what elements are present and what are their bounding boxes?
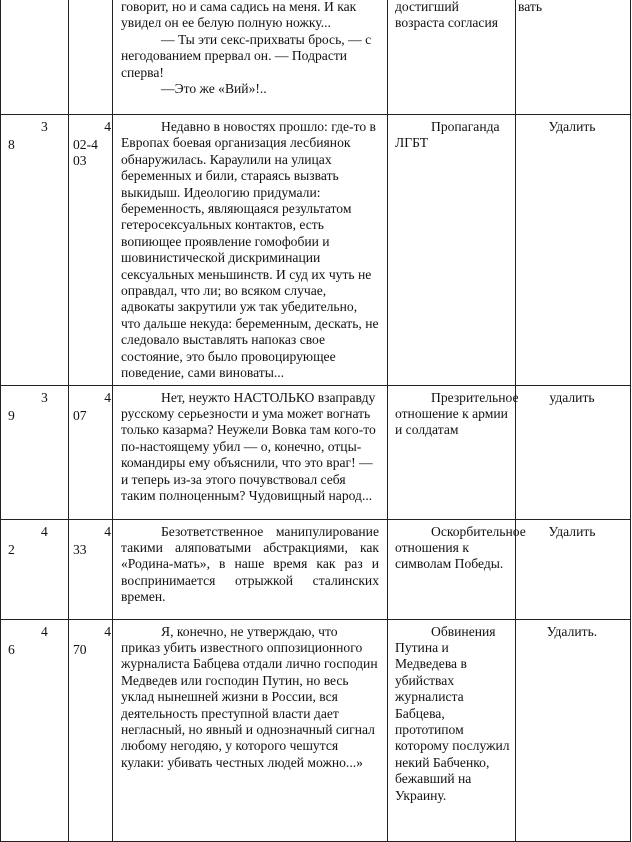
action-text: вать: [518, 0, 543, 14]
table-row: [1, 0, 631, 115]
quote-paragraph: Я, конечно, не утверждаю, что приказ убить известного оппозиционного журналиста Бабцева отдали лично господин Медведев или господин Путин, но весь уклад нынешней жизни в России, вся деятельность преступной власти дает негласный, но явный и однозначный сигнал любому негодяю, у которого чешутся кулаки: убивать честных людей можно...»: [121, 623, 378, 770]
action-cell: [516, 0, 631, 115]
category-cell: [388, 385, 519, 519]
quote-cell: [113, 619, 388, 841]
sub-number: 3: [41, 389, 48, 405]
code-value: 70: [73, 641, 87, 657]
table-row: [1, 519, 631, 619]
code-value: 07: [73, 407, 87, 423]
row-number: 2: [8, 541, 15, 557]
code-cell: [69, 385, 113, 519]
row-number-cell: [1, 619, 69, 841]
table-row: [1, 115, 631, 386]
row-number-cell: [1, 115, 69, 386]
category-text: Обвинения Путина и Медведева в убийствах журналиста Бабцева, прототипом которому послужил некий Бабченко, бежавший на Украину.: [395, 623, 510, 803]
code-value: 33: [73, 541, 87, 557]
quote-paragraph: — Ты эти секс-прихваты брось, — с негодованием прервал он. — Подрасти сперва!: [121, 31, 372, 80]
table-row: [1, 619, 631, 841]
code-cell: [69, 0, 113, 115]
row-number: 9: [8, 407, 15, 423]
sub-number: 4: [104, 119, 111, 134]
quote-cell: [113, 115, 388, 386]
table-row: [1, 385, 631, 519]
quote-paragraph: Нет, неужто НАСТОЛЬКО взаправду русскому серьезности и ума может вогнать только казарма? Неужели Вовка там кого-то по-настоящему убил — о, конечно, отцы-командиры ему объяснили, что это враг! — и теперь из-за этого почувствовал себя таким полноценным? Чудовищный народ...: [121, 389, 376, 503]
sub-number: 4: [41, 623, 48, 639]
action-text: удалить: [549, 389, 595, 405]
quote-paragraph: говорит, но и сама садись на меня. И как увидел он ее белую полную ножку...: [121, 0, 357, 31]
sub-number: 4: [104, 389, 111, 405]
category-cell: [388, 115, 516, 386]
code-cell: [69, 619, 113, 841]
quote-paragraph: —Это же «Вий»!..: [161, 81, 267, 97]
category-cell: [388, 0, 516, 115]
quote-paragraph: Безответственное манипулирование такими аляповатыми абстракциями, как «Родина-мать», в наше время как раз и воспринимается отрыжкой сталинских времен.: [121, 523, 379, 605]
sub-number: 4: [104, 523, 111, 539]
quote-cell: [113, 385, 388, 519]
action-cell: [516, 519, 631, 619]
action-text: Удалить.: [546, 623, 598, 639]
row-number-cell: [1, 0, 69, 115]
sub-number: 4: [41, 523, 48, 539]
sub-number: 3: [41, 119, 48, 134]
action-cell: [516, 619, 631, 841]
category-text: достигший возраста согласия: [395, 0, 498, 31]
row-number-cell: [1, 385, 69, 519]
code-cell: [69, 519, 113, 619]
code-cell: [69, 115, 113, 386]
category-cell: [388, 619, 516, 841]
action-text: Удалить: [548, 523, 596, 539]
action-cell: [516, 385, 631, 519]
action-text: Удалить: [548, 119, 596, 134]
quote-cell: [113, 519, 388, 619]
row-number: 8: [8, 137, 15, 152]
quote-cell: [113, 0, 388, 115]
row-number: 6: [8, 641, 15, 657]
action-cell: [516, 115, 631, 386]
sub-number: 4: [104, 623, 111, 639]
category-text: Презрительное отношение к армии и солдатам: [395, 389, 519, 438]
category-text: Пропаганда ЛГБТ: [395, 119, 500, 151]
row-number-cell: [1, 519, 69, 619]
category-cell: [388, 519, 526, 619]
code-value: 02-403: [73, 137, 98, 169]
quote-paragraph: Недавно в новостях прошло: где-то в Европах боевая организация лесбиянок обнаружилась. Караулили на улицах беременных и били, стараясь вызвать выкидыш. Идеологию придумали: беременность, являющаяся результатом гетеросексуальных контактов, есть вопиющее проявление гомофобии и шовинистической дискриминации сексуальных меньшинств. И суд их чуть не оправдал, что ли; во всяком случае, адвокаты закрутили уж так убедительно, что дальше некуда: беременным, дескать, не следовало выставлять напоказ свое состояние, это было провоцирующее поведение, сами виноваты...: [121, 119, 379, 381]
category-text: Оскорбительное отношения к символам Победы.: [395, 523, 526, 572]
